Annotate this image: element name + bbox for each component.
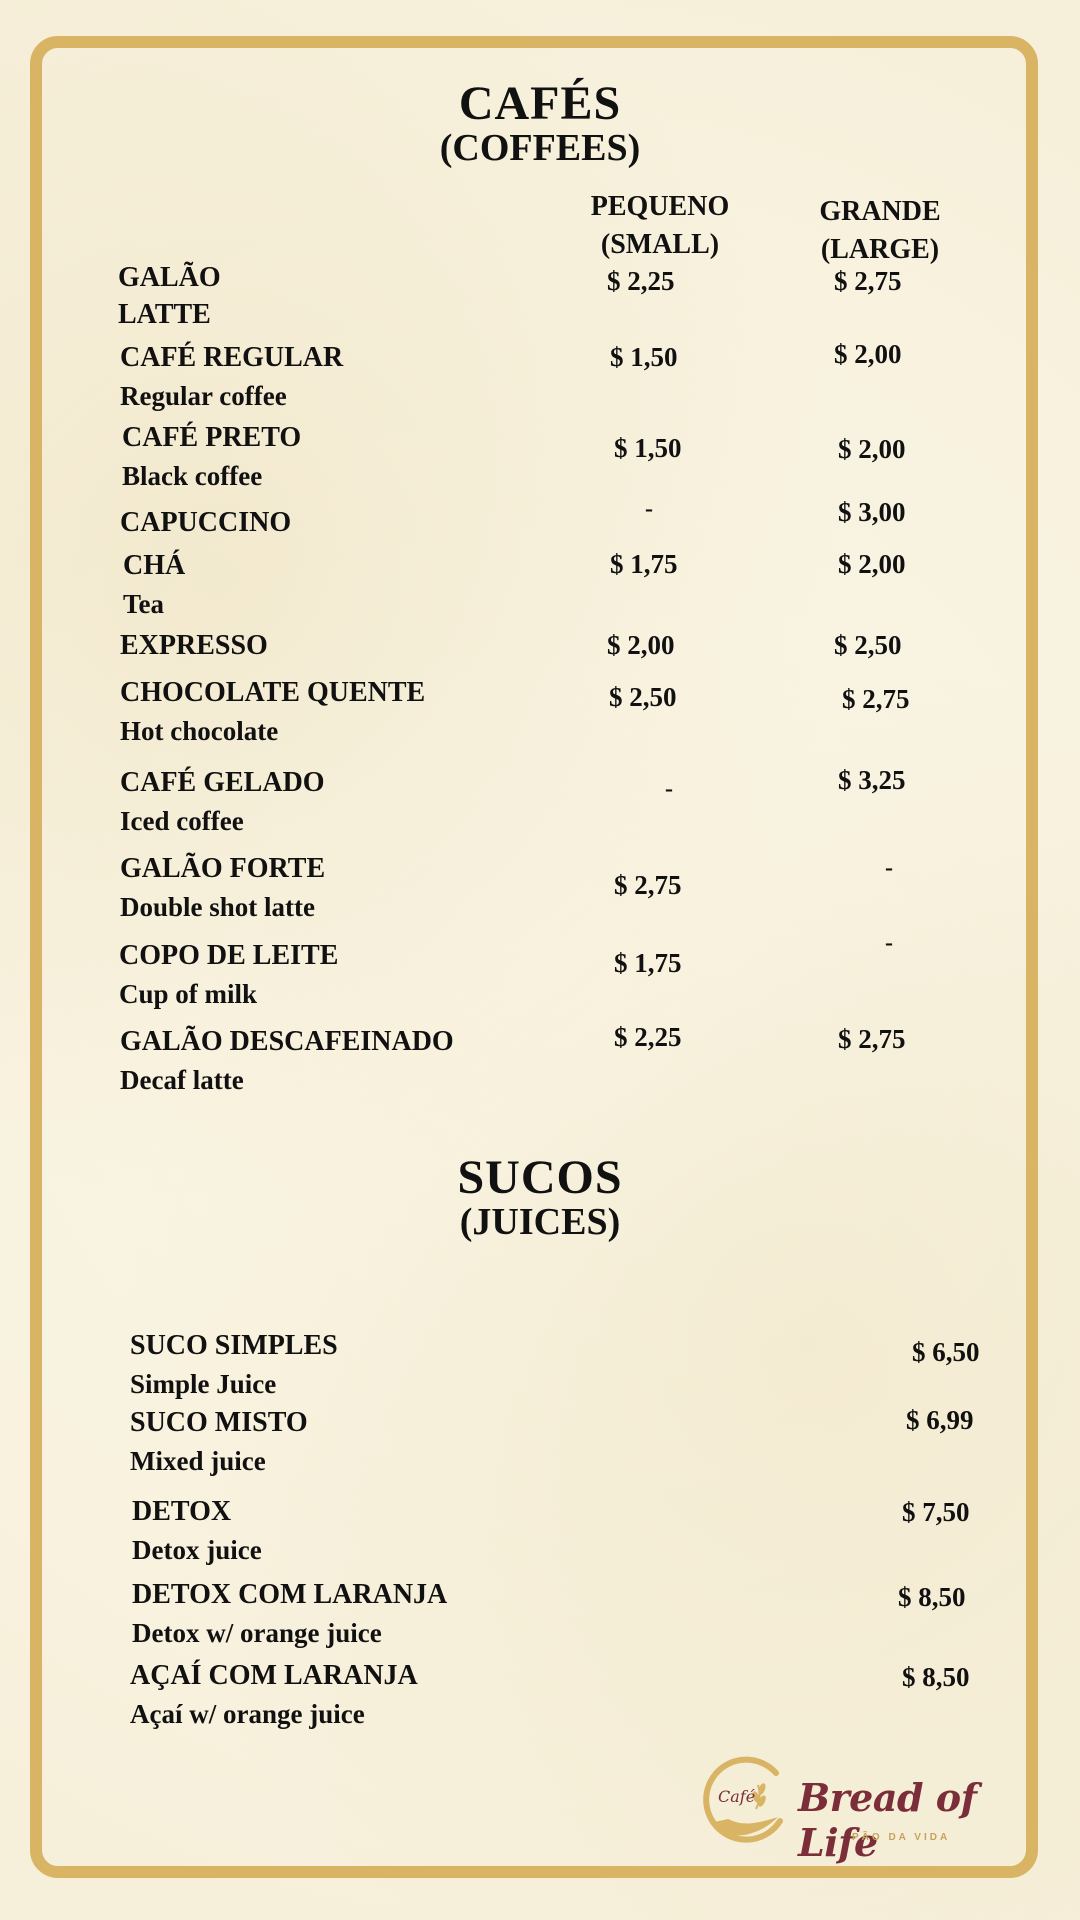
coffees-subtitle: (COFFEES) [439, 127, 641, 169]
juice-name: SUCO MISTO [130, 1407, 308, 1438]
cafe-logo [700, 1755, 1010, 1865]
juice-en: Detox w/ orange juice [132, 1618, 382, 1648]
coffee-price-small: - [665, 776, 673, 802]
coffee-price-large: $ 2,50 [834, 630, 902, 660]
coffee-name: COPO DE LEITE [119, 940, 339, 971]
coffee-price-large: $ 2,00 [834, 339, 902, 369]
coffee-price-small: $ 2,25 [607, 266, 675, 296]
juice-price: $ 8,50 [902, 1662, 970, 1692]
coffee-price-small: $ 2,25 [614, 1022, 682, 1052]
juice-name: DETOX [132, 1496, 232, 1527]
col-header-small [580, 188, 740, 264]
coffee-price-large: $ 2,00 [838, 549, 906, 579]
coffee-price-large: $ 2,75 [834, 266, 902, 296]
coffee-name: EXPRESSO [120, 630, 268, 661]
coffee-price-small: - [645, 496, 653, 522]
coffees-title: CAFÉS [458, 77, 622, 130]
juice-price: $ 8,50 [898, 1582, 966, 1612]
coffee-price-small: $ 1,50 [614, 433, 682, 463]
juice-en: Simple Juice [130, 1369, 277, 1399]
coffee-name: CAFÉ GELADO [120, 767, 325, 798]
coffee-en: Tea [123, 589, 165, 619]
coffee-en: Iced coffee [120, 806, 244, 836]
coffee-price-large: $ 2,75 [842, 684, 910, 714]
logo-name: Bread of Life [798, 1775, 977, 1865]
coffee-name: CAPUCCINO [120, 507, 292, 538]
logo-badge-text: Café [718, 1787, 756, 1806]
coffee-price-small: $ 1,75 [614, 948, 682, 978]
juices-title: SUCOS [457, 1151, 623, 1204]
coffee-price-large: - [885, 930, 893, 956]
juice-price: $ 6,99 [906, 1405, 974, 1435]
coffee-price-small: $ 1,50 [610, 342, 678, 372]
coffee-name: GALÃO FORTE [120, 853, 326, 884]
coffee-price-small: $ 2,50 [609, 682, 677, 712]
coffee-en: Decaf latte [120, 1065, 244, 1095]
coffee-name: GALÃO DESCAFEINADO [120, 1026, 454, 1057]
coffee-price-large: $ 2,75 [838, 1024, 906, 1054]
juice-name: SUCO SIMPLES [130, 1330, 338, 1361]
coffee-price-large: - [885, 855, 893, 881]
coffee-price-small: $ 2,75 [614, 870, 682, 900]
col-header-large-en: (LARGE) [820, 234, 940, 265]
juice-name: AÇAÍ COM LARANJA [130, 1660, 418, 1691]
coffee-en: LATTE [118, 299, 211, 330]
coffee-name: CAFÉ REGULAR [120, 342, 344, 373]
coffee-name: CAFÉ PRETO [122, 422, 302, 453]
juice-name: DETOX COM LARANJA [132, 1579, 448, 1610]
juices-subtitle: (JUICES) [459, 1201, 621, 1243]
juice-price: $ 7,50 [902, 1497, 970, 1527]
coffee-name: CHOCOLATE QUENTE [120, 677, 426, 708]
coffee-price-small: $ 1,75 [610, 549, 678, 579]
coffee-price-large: $ 3,00 [838, 497, 906, 527]
juice-price: $ 6,50 [912, 1337, 980, 1367]
juice-en: Detox juice [132, 1535, 262, 1565]
col-header-large [800, 193, 960, 269]
coffee-en: Double shot latte [120, 892, 315, 922]
juice-en: Açaí w/ orange juice [130, 1699, 365, 1729]
col-header-small-en: (SMALL) [600, 229, 720, 260]
coffee-en: Regular coffee [120, 381, 287, 411]
juice-en: Mixed juice [130, 1446, 266, 1476]
logo-tagline: PÃO DA VIDA [852, 1832, 951, 1843]
coffee-price-large: $ 3,25 [838, 765, 906, 795]
coffee-name: CHÁ [123, 550, 186, 581]
coffee-en: Cup of milk [119, 979, 258, 1009]
col-header-large-pt: GRANDE [819, 196, 941, 227]
coffee-price-large: $ 2,00 [838, 434, 906, 464]
coffee-en: Black coffee [122, 461, 263, 491]
coffee-price-small: $ 2,00 [607, 630, 675, 660]
col-header-small-pt: PEQUENO [590, 191, 730, 222]
coffee-en: Hot chocolate [120, 716, 279, 746]
coffee-name: GALÃO [118, 262, 221, 293]
